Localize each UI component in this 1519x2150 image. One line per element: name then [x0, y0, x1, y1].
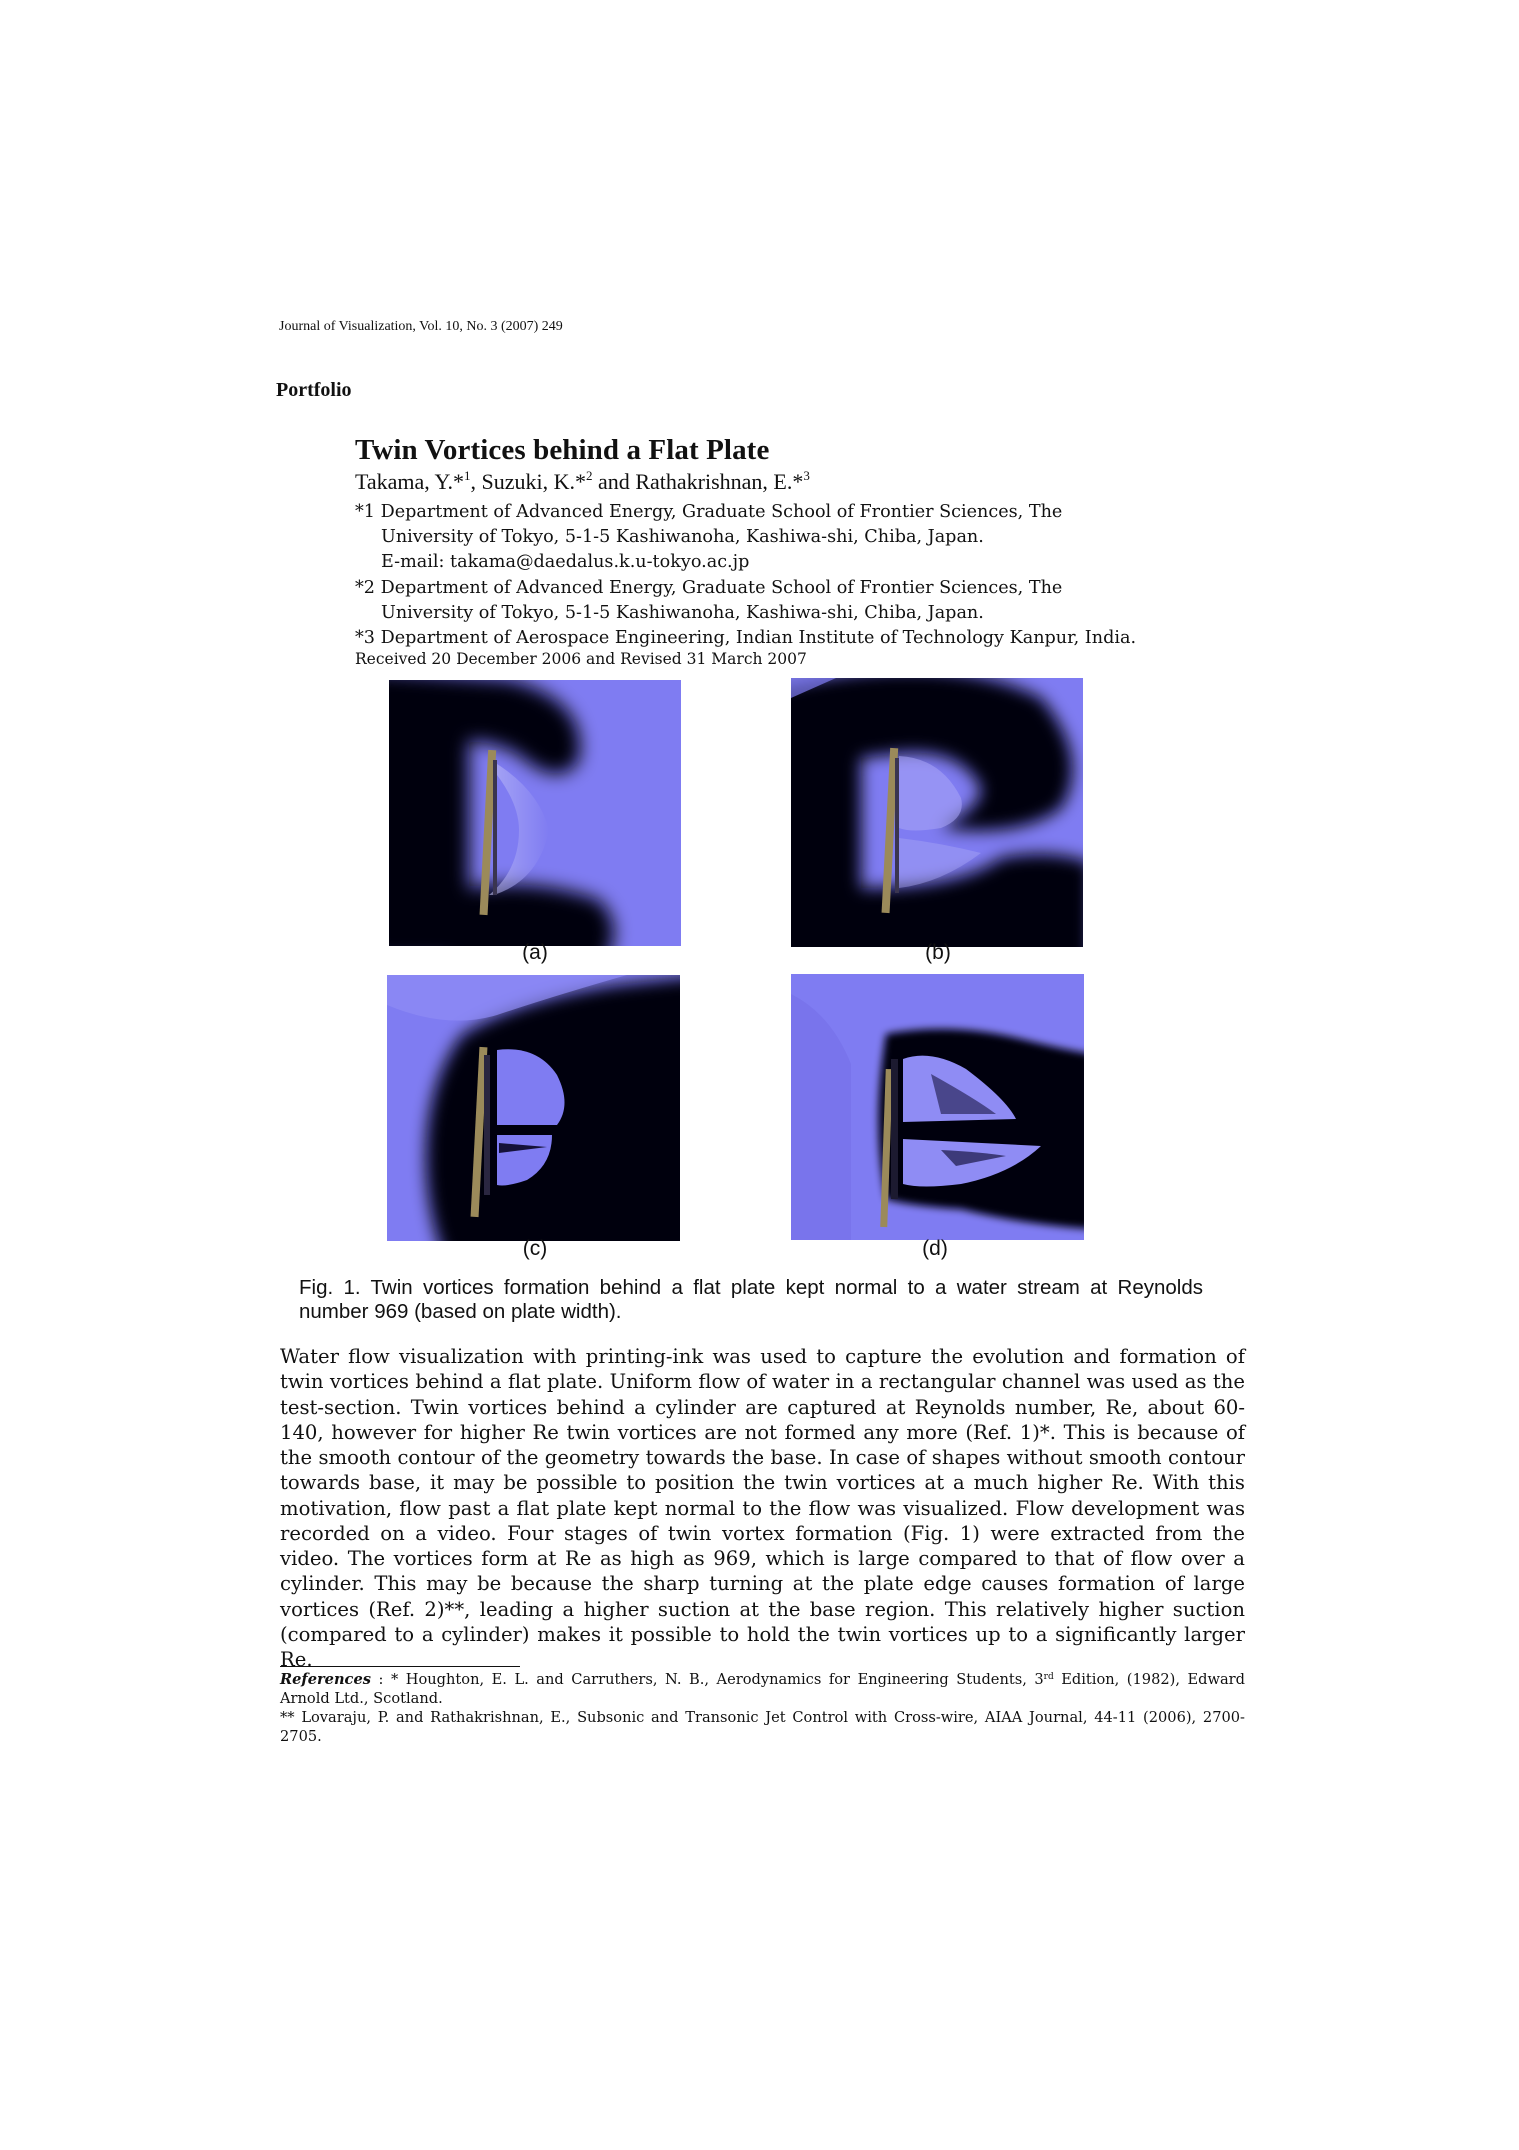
reference-text: ** Lovaraju, P. and Rathakrishnan, E., Subsonic and Transonic Jet Control with Cross-wire, AIAA Journal, 44-11 (2006), 2700-2705.	[280, 1709, 1245, 1745]
section-label: Portfolio	[276, 379, 352, 401]
affiliation-email: E-mail: takama@daedalus.k.u-tokyo.ac.jp	[381, 552, 750, 573]
figure-caption: Fig. 1. Twin vortices formation behind a flat plate kept normal to a water stream at Reynolds number 969 (based on plate width).	[299, 1276, 1203, 1323]
panel-label-b: (b)	[925, 941, 951, 964]
reference-superscript: rd	[1043, 1672, 1054, 1682]
affiliation-line: University of Tokyo, 5-1-5 Kashiwanoha, Kashiwa-shi, Chiba, Japan.	[381, 527, 984, 548]
author-separator: and	[592, 469, 636, 494]
received-dates: Received 20 December 2006 and Revised 31 March 2007	[355, 650, 807, 668]
author-name: Suzuki, K.*	[481, 469, 587, 494]
flow-visualization-image-c	[387, 975, 680, 1241]
figure-panel-a	[389, 680, 681, 946]
affiliation-mark: 3	[803, 468, 810, 483]
affiliation-line: *1 Department of Advanced Energy, Graduate School of Frontier Sciences, The	[355, 502, 1063, 522]
panel-label-a: (a)	[522, 941, 548, 964]
paper-title: Twin Vortices behind a Flat Plate	[355, 434, 770, 466]
body-paragraph: Water flow visualization with printing-ink was used to capture the evolution and formation of twin vortices behind a flat plate. Uniform flow of water in a rectangular channel was used as the test-section. Twin vortices behind a cylinder are captured at Reynolds number, Re, about 60-140, however for higher Re twin vortices are not formed any more (Ref. 1)*. This is because of the smooth contour of the geometry towards the base. In case of shapes without smooth contour towards base, it may be possible to position the twin vortices at a much higher Re. With this motivation, flow past a flat plate kept normal to the flow was visualized. Flow development was recorded on a video. Four stages of twin vortex formation (Fig. 1) were extracted from the video. The vortices form at Re as high as 969, which is large compared to that of flow over a cylinder. This may be because the sharp turning at the plate edge causes formation of large vortices (Ref. 2)**, leading a higher suction at the base region. This relatively higher suction (compared to a cylinder) makes it possible to hold the twin vortices up to a significantly larger Re.	[280, 1345, 1245, 1671]
affiliation-line: *2 Department of Advanced Energy, Graduate School of Frontier Sciences, The	[355, 577, 1063, 598]
affiliation-line: University of Tokyo, 5-1-5 Kashiwanoha, Kashiwa-shi, Chiba, Japan.	[381, 602, 984, 623]
author-name: Takama, Y.*	[355, 469, 465, 494]
reference-text: Edition, (1982), Edward Arnold Ltd., Scotland.	[280, 1671, 1246, 1707]
figure-panel-c	[387, 975, 680, 1241]
reference-text: * Houghton, E. L. and Carruthers, N. B., Aerodynamics for Engineering Students, 3	[390, 1671, 1044, 1688]
running-head: Journal of Visualization, Vol. 10, No. 3 (2007) 249	[279, 319, 563, 334]
affiliation-mark: 2	[586, 468, 593, 483]
figure-panel-d	[791, 974, 1084, 1240]
references-heading: References	[280, 1671, 371, 1688]
affiliation-mark: 1	[464, 468, 471, 483]
references-divider	[280, 1666, 520, 1667]
author-name: Rathakrishnan, E.*	[635, 469, 804, 494]
references-separator: :	[370, 1671, 391, 1688]
panel-label-c: (c)	[522, 1237, 548, 1260]
reference-item	[280, 1708, 1245, 1746]
flow-visualization-image-d	[791, 974, 1084, 1240]
flow-visualization-image-b	[791, 678, 1083, 947]
figure-panel-b	[791, 678, 1083, 947]
references	[280, 1670, 1245, 1746]
author-list	[355, 469, 810, 495]
author-separator: ,	[470, 469, 482, 494]
reference-item	[280, 1670, 1245, 1708]
flow-visualization-image-a	[389, 680, 681, 946]
panel-label-d: (d)	[922, 1237, 948, 1260]
affiliation-line: *3 Department of Aerospace Engineering, Indian Institute of Technology Kanpur, India.	[355, 628, 1137, 649]
affiliations	[355, 500, 1136, 651]
